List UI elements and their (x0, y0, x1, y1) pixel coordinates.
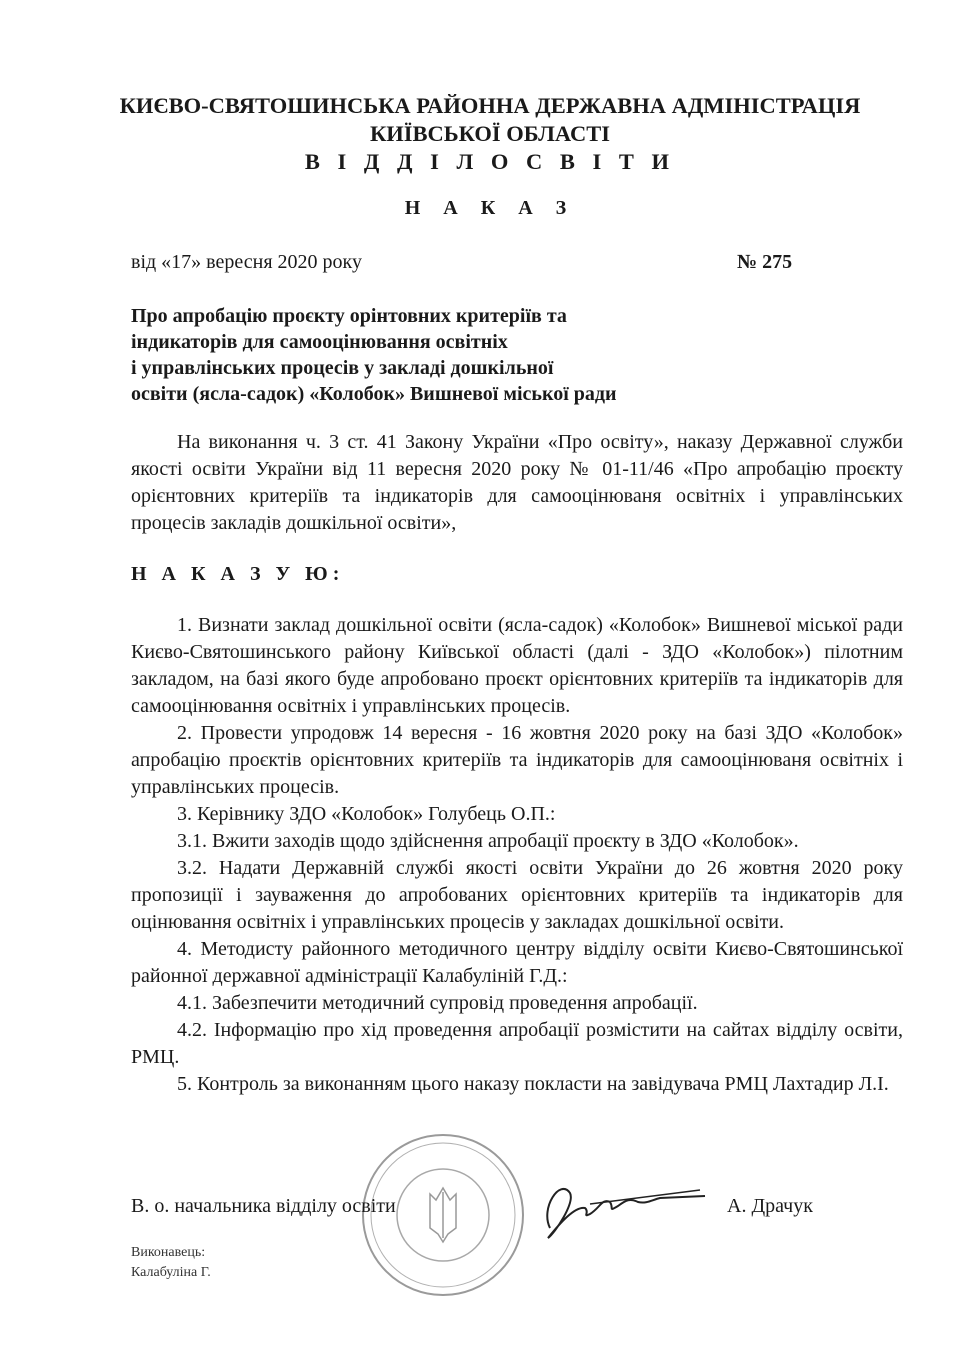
order-item: 2. Провести упродовж 14 вересня - 16 жовтня 2020 року на базі ЗДО «Колобок» апробацію проєктів орієнтовних критеріїв та індикаторів для самооцінюваня освітніх і управлінських процесів. (131, 722, 903, 798)
order-date: від «17» вересня 2020 року (131, 251, 362, 273)
executor-block (131, 1243, 211, 1283)
header-line-2: КИЇВСЬКОЇ ОБЛАСТІ (369, 121, 611, 146)
signer-name: А. Драчук (727, 1195, 813, 1217)
order-items (131, 612, 903, 1098)
order-item: 3. Керівнику ЗДО «Колобок» Голубець О.П.: (177, 803, 556, 825)
executor-name: Калабуліна Г. (131, 1265, 211, 1280)
order-title: Н А К А З (404, 197, 576, 219)
subject-line: Про апробацію проєкту орінтовних критеріїв та (131, 305, 567, 327)
order-item: 3.1. Вжити заходів щодо здійснення апробації проєкту в ЗДО «Колобок». (177, 830, 799, 852)
document-header (0, 92, 980, 176)
order-number: № 275 (737, 251, 793, 273)
order-item: 4. Методисту районного методичного центру відділу освіти Києво-Святошинської районної державної адміністрації Калабуліній Г.Д.: (131, 938, 903, 987)
executor-label: Виконавець: (131, 1245, 206, 1260)
order-item: 3.2. Надати Державній службі якості освіти України до 26 жовтня 2020 року пропозиції і зауваження до апробованих орієнтовних критеріїв та індикаторів для оцінювання освітніх і управлінських процесів у закладах дошкільної освіти. (131, 857, 903, 933)
order-item: 4.2. Інформацію про хід проведення апробації розмістити на сайтах відділу освіти, РМЦ. (131, 1019, 903, 1068)
order-item: 1. Визнати заклад дошкільної освіти (ясла-садок) «Колобок» Вишневої міської ради Києво-Святошинського району Київської області (далі - ЗДО «Колобок») пілотним закладом, на базі якого буде апробовано проєкт орієнтовних критеріїв та індикаторів для самооцінювання освітніх і управлінських процесів. (131, 614, 903, 717)
order-subject (131, 303, 751, 407)
order-item: 5. Контроль за виконанням цього наказу покласти на завідувача РМЦ Лахтадир Л.І. (177, 1073, 889, 1095)
header-line-1: КИЄВО-СВЯТОШИНСЬКА РАЙОННА ДЕРЖАВНА АДМІНІСТРАЦІЯ (119, 93, 861, 118)
subject-line: і управлінських процесів у закладі дошкільної (131, 357, 554, 379)
intro-text: На виконання ч. 3 ст. 41 Закону України «Про освіту», наказу Державної служби якості освіти України від 11 вересня 2020 року № 01-11/46 «Про апробацію проєкту орієнтовних критеріїв та індикаторів для самооцінюваня освітніх і управлінських процесів закладів дошкільної освіти», (131, 431, 903, 534)
subject-line: освіти (ясла-садок) «Колобок» Вишневої міської ради (131, 383, 617, 405)
subject-line: індикаторів для самооцінювання освітніх (131, 331, 508, 353)
signature-row (131, 1195, 831, 1218)
date-line (131, 251, 901, 274)
signer-position: В. о. начальника відділу освіти (131, 1195, 396, 1217)
header-line-3: В І Д Д І Л О С В І Т И (304, 149, 676, 174)
order-item: 4.1. Забезпечити методичний супровід проведення апробації. (177, 992, 698, 1014)
intro-paragraph (131, 429, 903, 537)
orders-heading: Н А К А З У Ю: (131, 563, 345, 585)
